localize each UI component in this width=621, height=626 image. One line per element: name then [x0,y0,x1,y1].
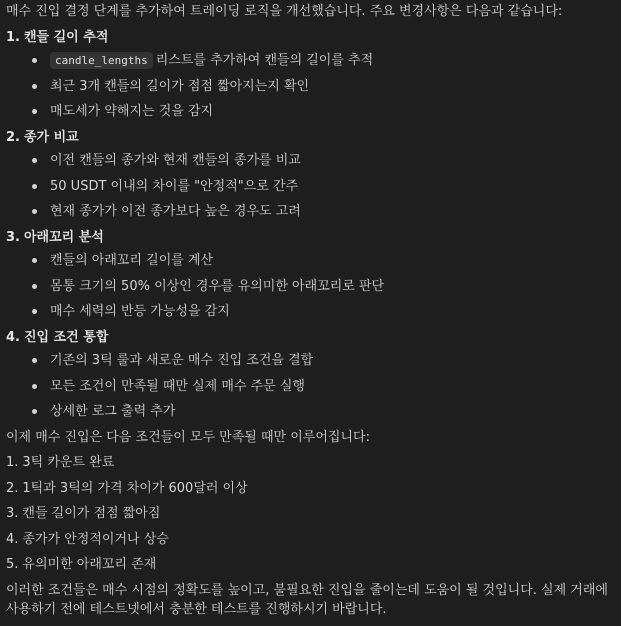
list-item [32,51,615,71]
condition-item [6,530,615,550]
inline-code: candle_lengths [50,52,153,69]
section-number: 1. [6,29,20,45]
section-lower-wick [6,228,615,322]
condition-item [6,479,615,499]
section-number: 4. [6,329,20,345]
section-heading [6,228,615,248]
list-item-text: 매도세가 약해지는 것을 감지 [50,104,214,119]
condition-number: 4. [6,531,19,547]
condition-number: 3. [6,506,19,521]
section-title: 캔들 길이 추적 [23,29,109,45]
condition-text: 캔들 길이가 점점 짧아짐 [22,506,161,521]
list-item [32,77,615,97]
list-item-text: 상세한 로그 출력 추가 [50,404,176,419]
condition-number: 1. [6,455,19,470]
list-item [32,402,615,422]
list-item-text: 리스트를 추가하여 캔들의 길이를 추적 [155,53,374,68]
condition-text: 유의미한 아래꼬리 존재 [22,557,157,572]
section-close-compare [6,128,615,222]
bullet-dot [32,258,37,263]
bullet-dot [32,158,37,163]
condition-text: 3틱 카운트 완료 [22,455,115,470]
section-candle-length [6,28,615,122]
list-item-text: 현재 종가가 이전 종가보다 높은 경우도 고려 [50,204,301,219]
list-item-text: 몸통 크기의 50% 이상인 경우를 유의미한 아래꼬리로 판단 [50,278,385,294]
section-entry-integration [6,328,615,422]
section-title: 아래꼬리 분석 [23,229,104,245]
bullet-dot [32,58,37,63]
section-heading [6,128,615,148]
list-item [32,377,615,397]
condition-number: 5. [6,557,19,572]
bullet-dot [32,184,37,189]
condition-text: 1틱과 3틱의 가격 차이가 600달러 이상 [22,480,248,496]
closing-text: 이러한 조건들은 매수 시점의 정확도를 높이고, 불필요한 진입을 줄이는데 도움이 될 것입니다. 실제 거래에 사용하기 전에 테스트넷에서 충분한 테스트를 진행하시기 바랍니다. [6,582,608,617]
list-item [32,277,615,297]
bullet-list [6,351,615,422]
condition-number: 2. [6,480,19,496]
bullet-dot [32,384,37,389]
condition-item [6,453,615,473]
bullet-list [6,151,615,222]
bullet-dot [32,409,37,414]
list-item-text: 매수 세력의 반등 가능성을 감지 [50,304,230,319]
list-item-text: 50 USDT 이내의 차이를 "안정적"으로 간주 [50,178,299,194]
summary-text: 이제 매수 진입은 다음 조건들이 모두 만족될 때만 이루어집니다: [6,429,370,445]
condition-list [6,453,615,575]
section-heading [6,28,615,48]
bullet-dot [32,284,37,289]
condition-item [6,504,615,524]
bullet-dot [32,309,37,314]
list-item [32,177,615,197]
section-number: 3. [6,229,20,245]
section-number: 2. [6,129,20,145]
bullet-dot [32,84,37,89]
intro-text: 매수 진입 결정 단계를 추가하여 트레이딩 로직을 개선했습니다. 주요 변경사항은 다음과 같습니다: [6,4,563,19]
list-item-text: 모든 조건이 만족될 때만 실제 매수 주문 실행 [50,378,305,394]
list-item [32,302,615,322]
section-title: 진입 조건 통합 [23,329,109,345]
list-item [32,351,615,371]
bullet-list [6,251,615,322]
list-item [32,251,615,271]
list-item [32,102,615,122]
bullet-dot [32,358,37,363]
list-item-text: 최근 3개 캔들의 길이가 점점 짧아지는지 확인 [50,78,310,94]
condition-text: 종가가 안정적이거나 상승 [22,531,169,547]
bullet-list [6,51,615,122]
bullet-dot [32,209,37,214]
list-item-text: 기존의 3틱 룰과 새로운 매수 진입 조건을 결합 [50,353,314,368]
bullet-dot [32,109,37,114]
list-item [32,202,615,222]
list-item-text: 캔들의 아래꼬리 길이를 계산 [50,253,214,268]
list-item [32,151,615,171]
list-item-text: 이전 캔들의 종가와 현재 캔들의 종가를 비교 [50,153,301,168]
section-heading [6,328,615,348]
section-title: 종가 비교 [23,129,79,145]
condition-item [6,555,615,575]
